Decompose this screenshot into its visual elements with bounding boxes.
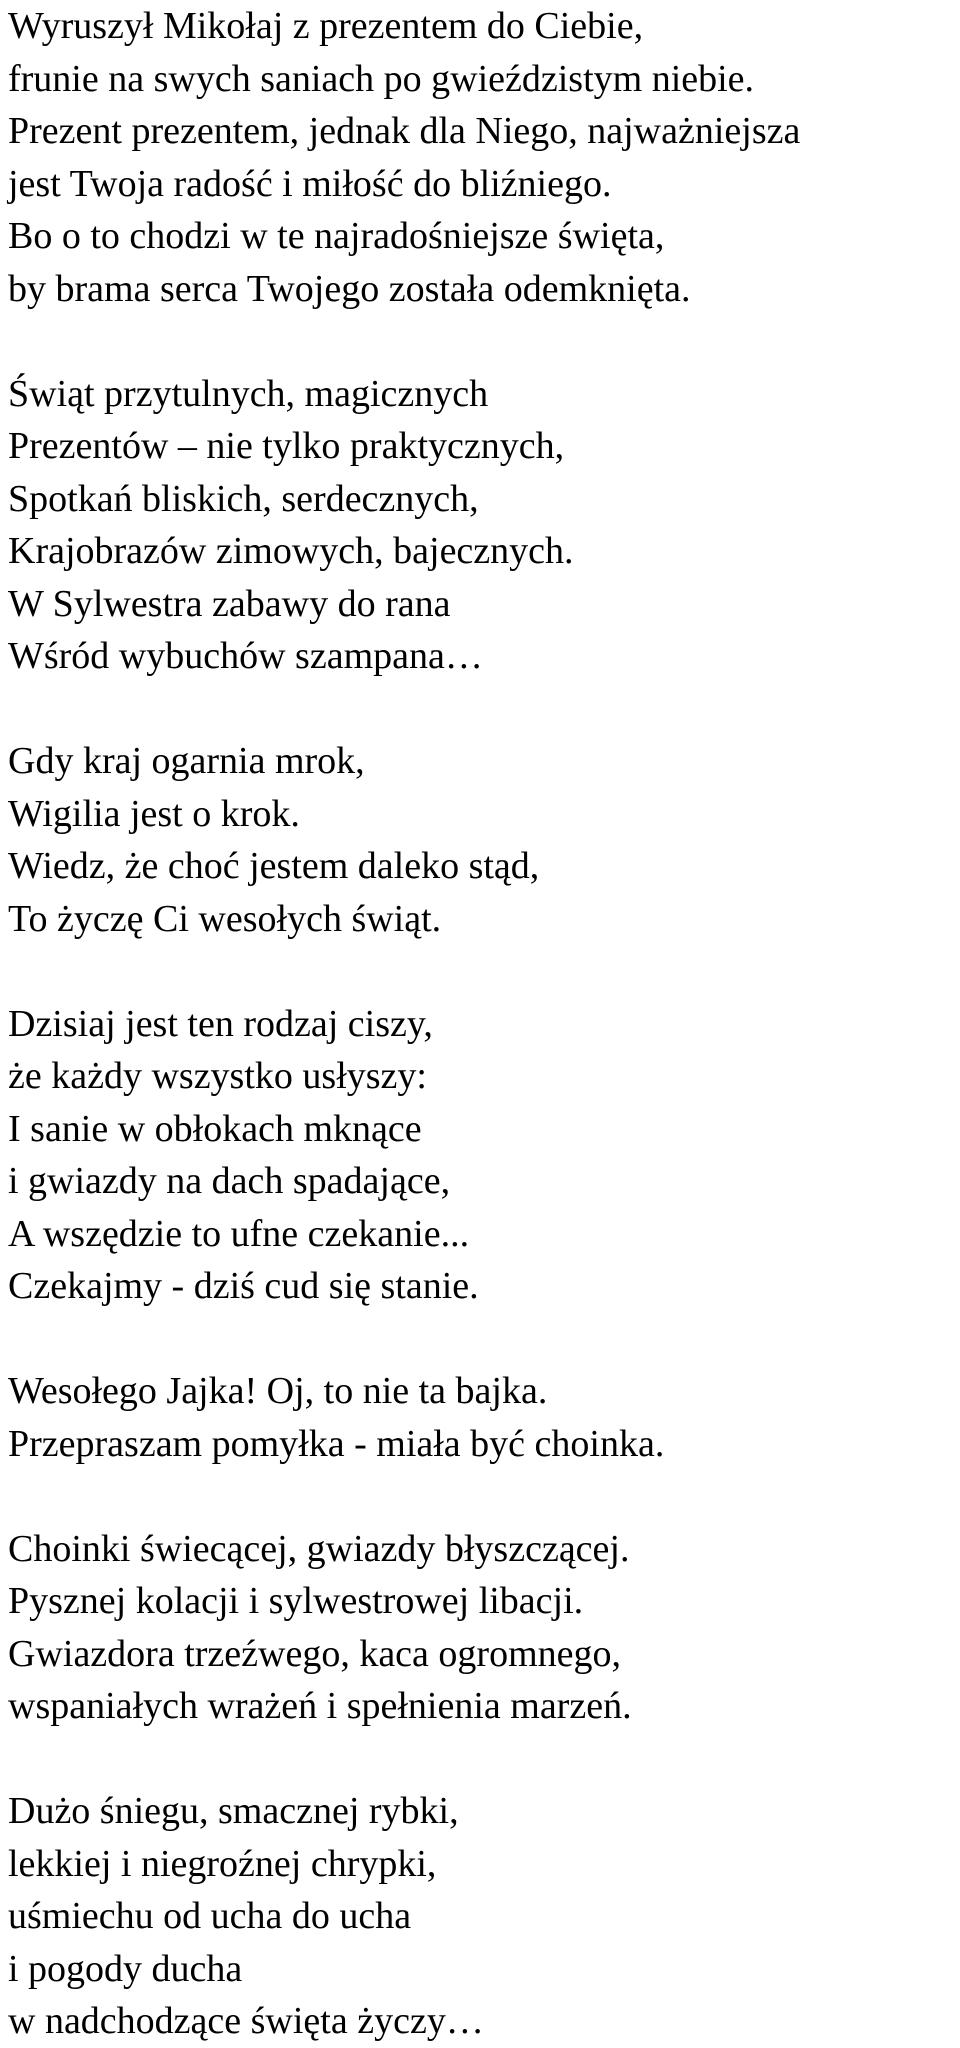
- stanza-3: [8, 735, 956, 945]
- poem-line: i pogody ducha: [8, 1947, 243, 1990]
- stanza-gap: [8, 945, 956, 998]
- poem-line: Wigilia jest o krok.: [8, 792, 300, 835]
- poem-line: uśmiechu od ucha do ucha: [8, 1895, 412, 1937]
- stanza-2: [8, 368, 956, 683]
- poem-line: i gwiazdy na dach spadające,: [8, 1160, 451, 1202]
- stanza-7: [8, 1785, 956, 2048]
- poem-line: Przepraszam pomyłka - miała być choinka.: [8, 1422, 665, 1465]
- poem-line: Prezentów – nie tylko praktycznych,: [8, 425, 565, 467]
- poem-line: Świąt przytulnych, magicznych: [8, 372, 489, 415]
- poem-line: Wesołego Jajka! Oj, to nie ta bajka.: [8, 1370, 548, 1412]
- poem-line: A wszędzie to ufne czekanie...: [8, 1212, 470, 1255]
- stanza-gap: [8, 1470, 956, 1523]
- poem-line: frunie na swych saniach po gwieździstym niebie.: [8, 57, 755, 100]
- poem-line: Wśród wybuchów szampana…: [8, 635, 483, 677]
- poem-line: To życzę Ci wesołych świąt.: [8, 897, 442, 940]
- poem-line: I sanie w obłokach mknące: [8, 1107, 422, 1150]
- poem-line: Gdy kraj ogarnia mrok,: [8, 740, 365, 782]
- stanza-gap: [8, 1313, 956, 1366]
- stanza-gap: [8, 1733, 956, 1786]
- poem-line: W Sylwestra zabawy do rana: [8, 582, 451, 625]
- poem-line: lekkiej i niegroźnej chrypki,: [8, 1842, 437, 1885]
- stanza-6: [8, 1523, 956, 1733]
- stanza-5: [8, 1365, 956, 1470]
- stanza-4: [8, 998, 956, 1313]
- poem-line: Spotkań bliskich, serdecznych,: [8, 477, 479, 520]
- poem-line: Krajobrazów zimowych, bajecznych.: [8, 530, 574, 572]
- poem-line: Dzisiaj jest ten rodzaj ciszy,: [8, 1002, 433, 1045]
- poem-document: [8, 0, 956, 2048]
- poem-line: że każdy wszystko usłyszy:: [8, 1055, 427, 1097]
- stanza-1: [8, 0, 956, 315]
- poem-line: Wyruszył Mikołaj z prezentem do Ciebie,: [8, 5, 644, 47]
- poem-line: by brama serca Twojego została odemknięta.: [8, 267, 691, 310]
- poem-line: Prezent prezentem, jednak dla Niego, najważniejsza: [8, 110, 801, 152]
- poem-line: Dużo śniegu, smacznej rybki,: [8, 1790, 459, 1832]
- poem-line: Wiedz, że choć jestem daleko stąd,: [8, 845, 540, 887]
- poem-line: w nadchodzące święta życzy…: [8, 2000, 484, 2042]
- stanza-gap: [8, 683, 956, 736]
- poem-line: Choinki świecącej, gwiazdy błyszczącej.: [8, 1527, 630, 1570]
- poem-line: Bo o to chodzi w te najradośniejsze święta,: [8, 215, 665, 257]
- poem-line: Gwiazdora trzeźwego, kaca ogromnego,: [8, 1632, 621, 1675]
- poem-line: Czekajmy - dziś cud się stanie.: [8, 1265, 479, 1307]
- poem-line: Pysznej kolacji i sylwestrowej libacji.: [8, 1580, 584, 1622]
- poem-line: wspaniałych wrażeń i spełnienia marzeń.: [8, 1685, 632, 1727]
- poem-line: jest Twoja radość i miłość do bliźniego.: [8, 162, 612, 205]
- stanza-gap: [8, 315, 956, 368]
